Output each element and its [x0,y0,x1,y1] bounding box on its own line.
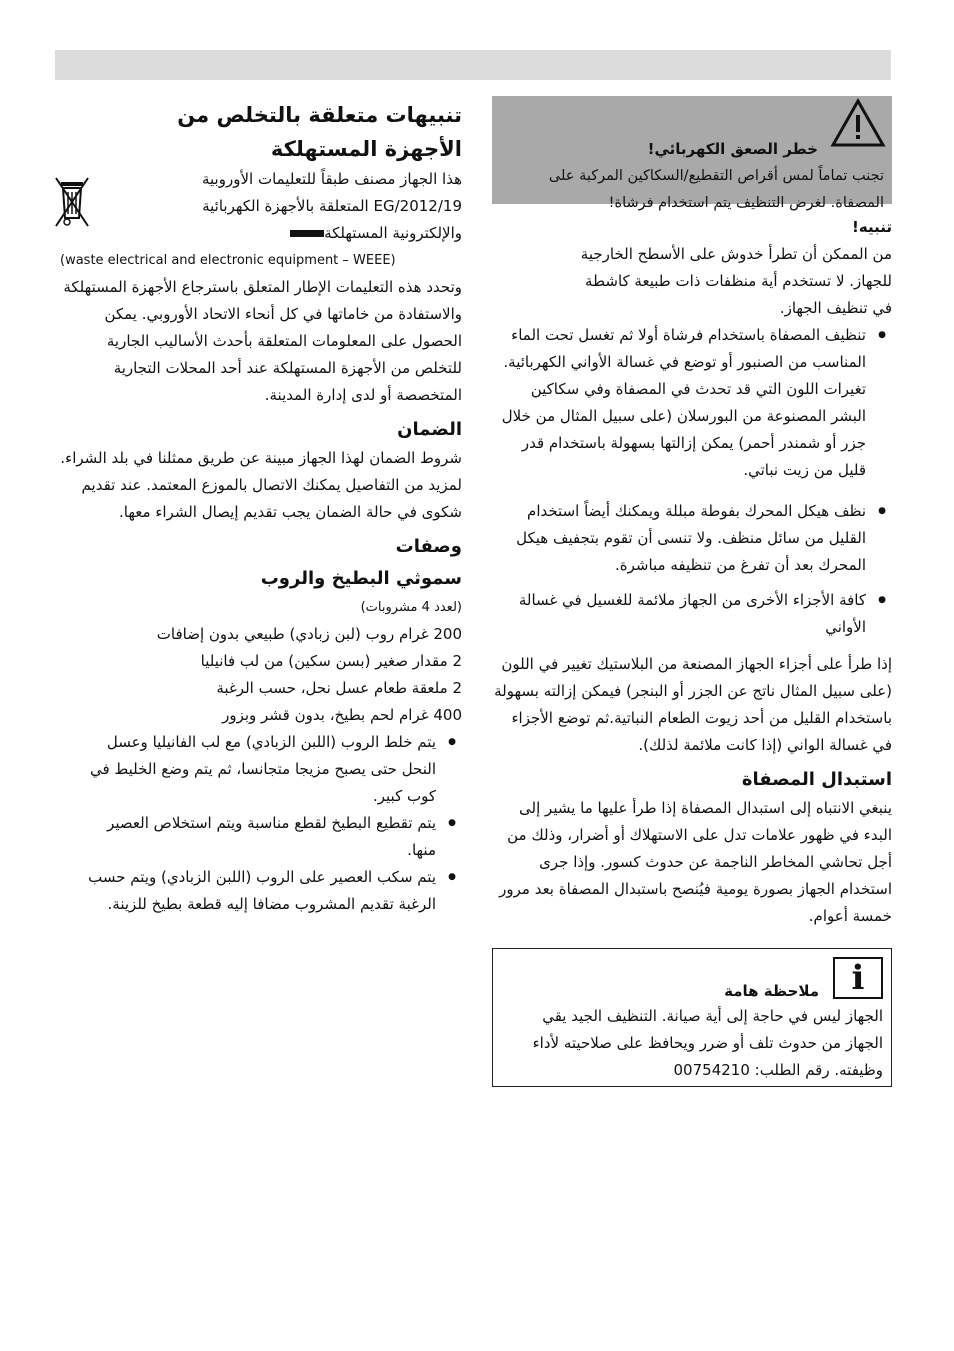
info-text: الجهاز ليس في حاجة إلى أية صيانة. التنظيف الجيد يقي الجهاز من حدوث تلف أو ضرر ويحافظ على صلاحيته لأداء وظيفته. رقم الطلب: 00754210 [532,1007,883,1079]
warning-title: خطر الصعق الكهربائي! [647,140,818,158]
ingredient: 2 ملعقة طعام عسل نحل، حسب الرغبة [216,679,462,697]
left-column [60,96,462,918]
disposal-title: تنبيهات متعلقة بالتخلص من [177,103,462,127]
info-box [492,948,892,1087]
weee-text: وتحدد هذه التعليمات الإطار المتعلق باسترجاع الأجهزة المستهلكة والاستفادة من خاماتها في كل أنحاء الاتحاد الأوروبي. يمكن الحصول على المعلومات المتعلقة بأحدث الأساليب الجارية للتخلص من الأجهزة المستهلكة عند أحد المحلات التجارية المتخصصة أو لدى إدارة المدينة. [63,278,462,404]
right-column [492,96,892,1087]
recipe-step: ● يتم خلط الروب (اللبن الزبادي) مع لب الفانيليا وعسل النحل حتى يصبح مزيجا متجانسا، ثم يتم وضع الخليط في كوب كبير. [76,729,462,810]
weee-line-1: هذا الجهاز مصنف طبقاً للتعليمات الأوروبية [201,170,462,188]
cleaning-item: ● نظف هيكل المحرك بفوطة مبللة ويمكنك أيضاً استخدام القليل من سائل منظف. ولا تنسى أن تقوم بتجفيف هيكل المحرك بعد أن تفرغ من تنظيفه مباشرة. [492,498,892,579]
recipe-step: ● يتم سكب العصير على الروب (اللبن الزبادي) ويتم حسب الرغبة تقديم المشروب مضافا إليه قطعة بطيخ للزينة. [76,864,462,918]
warranty-text: شروط الضمان لهذا الجهاز مبينة عن طريق ممثلنا في بلد الشراء. لمزيد من التفاصيل يمكنك الاتصال بالموزع المعتمد. عند تقديم شكوى في حالة الضمان يجب تقديم إيصال الشراء معها. [60,449,462,521]
cleaning-item: ● كافة الأجزاء الأخرى من الجهاز ملائمة للغسيل في غسالة الأواني [492,587,892,641]
caution-line-1: من الممكن أن تطرأ خدوش على الأسطح الخارجية [580,245,892,263]
recipe-name: سموثي البطيخ والروب [260,568,462,589]
cleaning-item: ● تنظيف المصفاة باستخدام فرشاة أولا ثم تغسل تحت الماء المناسب من الصنبور أو توضع في غسالة الأواني الكهربائية. [492,322,892,376]
replace-text: ينبغي الانتباه إلى استبدال المصفاة إذا طرأ عليها ما يشير إلى البدء في ظهور علامات تدل على الاستهلاك أو أضرار، وذلك من أجل تحاشي المخاطر الناجمة عن حدوث كسور. وإذا جرى استخدام الجهاز بصورة يومية فيُنصح باستبدال المصفاة بعد مرور خمسة أعوام. [499,799,892,925]
ingredient: 200 غرام روب (لبن زبادي) طبيعي بدون إضافات [156,625,462,643]
disposal-title-2: الأجهزة المستهلكة [270,137,462,161]
header-bar [55,50,891,80]
recipes-title: وصفات [395,536,462,557]
warning-box [492,96,892,211]
cleaning-list-2 [492,498,892,641]
caution-title: تنبيه! [852,218,892,236]
weee-block [60,166,462,247]
servings: (لعدد 4 مشروبات) [360,600,462,615]
warning-triangle-icon [830,98,886,148]
caution-line-3: في تنظيف الجهاز. [779,299,892,317]
warranty-title: الضمان [397,419,462,440]
warning-text: تجنب تماماً لمس أقراص التقطيع/السكاكين المركبة على المصفاة. لغرض التنظيف يتم استخدام فرشاة! [548,168,884,211]
weee-line-3: والإلكترونية المستهلكة [118,220,462,247]
weee-line-2: 2012/19/EG المتعلقة بالأجهزة الكهربائية [202,197,462,215]
cleaning-list [492,322,892,376]
weee-english: (waste electrical and electronic equipment – WEEE) [60,253,396,268]
discolor-text: تغيرات اللون التي قد تحدث في المصفاة وفي سكاكين البشر المصنوعة من البورسلان (على سبيل المثال من خلال جزر أو شمندر أحمر) يمكن إزالتها بسهولة باستخدام قدر قليل من زيت نباتي. [501,380,866,479]
info-icon: i [833,957,883,999]
info-title: ملاحظة هامة [724,982,819,1000]
recipe-steps [60,729,462,918]
bar-mark [290,230,324,237]
recipe-step: ● يتم تقطيع البطيخ لقطع مناسبة ويتم استخلاص العصير منها. [76,810,462,864]
ingredient: 2 مقدار صغير (بسن سكين) من لب فانيليا [200,652,462,670]
ingredient: 400 غرام لحم بطيخ، بدون قشر وبزور [222,706,462,724]
plastic-discolor-text: إذا طرأ على أجزاء الجهاز المصنعة من البلاستيك تغيير في اللون (على سبيل المثال ناتج عن الجزر أو البنجر) فيمكن إزالته بسهولة باستخدام القليل من أحد زيوت الطعام النباتية.ثم توضع الأجزاء في غسالة الواني (إذا كانت ملائمة لذلك). [494,655,892,754]
caution-line-2: للجهاز. لا تستخدم أية منظفات ذات طبيعة كاشطة [585,272,892,290]
replace-title: استبدال المصفاة [741,769,892,790]
crossed-bin-icon [52,174,92,236]
